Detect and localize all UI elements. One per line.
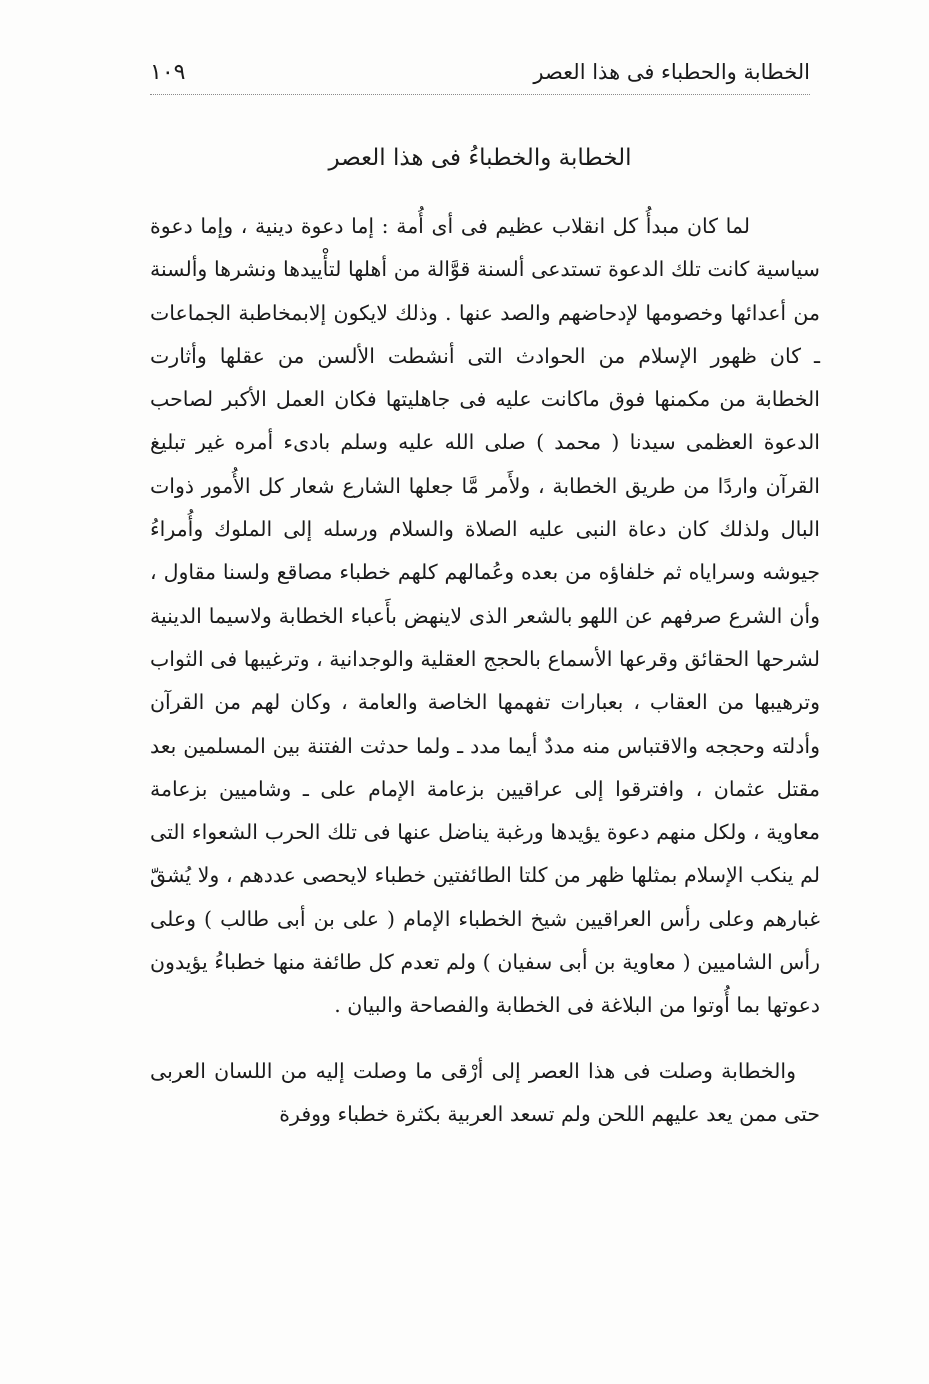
running-header [150,52,810,92]
header-rule [150,94,810,95]
paragraph-1: لما كان مبدأُ كل انقلاب عظيم فى أى أُمة : إما دعوة دينية ، وإما دعوة سياسية كانت تلك الدعوة تستدعى ألسنة قوَّالة من أهلها لتأْييدها ونشرها وألسنة من أعدائها وخصومها لإدحاضهم والصد عنها . وذلك لايكون إلابمخاطبة الجماعات ـ كان ظهور الإسلام من الحوادث التى أنشطت الألسن من عقلها وأثارت الخطابة من مكمنها فوق ماكانت عليه فى جاهليتها فكان العمل الأكبر لصاحب الدعوة العظمى سيدنا ( محمد ) صلى الله عليه وسلم بادىء أمره غير تبليغ القرآن واردًا من طريق الخطابة ، ولأَمر مَّا جعلها الشارع شعار كل الأُمور ذوات البال ولذلك كان دعاة النبى عليه الصلاة والسلام ورسله إلى الملوك وأُمراءُ جيوشه وسراياه ثم خلفاؤه من بعده وعُمالهم كلهم خطباء مصاقع ولسنا مقاول ، وأن الشرع صرفهم عن اللهو بالشعر الذى لاينهض بأَعباء الخطابة ولاسيما الدينية لشرحها الحقائق وقرعها الأسماع بالحجج العقلية والوجدانية ، وترغيبها فى الثواب وترهيبها من العقاب ، بعبارات تفهمها الخاصة والعامة ، وكان لهم من القرآن وأدلته وحججه والاقتباس منه مددٌ أيما مدد ـ ولما حدثت الفتنة بين المسلمين بعد مقتل عثمان ، وافترقوا إلى عراقيين بزعامة الإمام على ـ وشاميين بزعامة معاوية ، ولكل منهم دعوة يؤيدها ورغبة يناضل عنها فى تلك الحرب الشعواء التى لم ينكب الإسلام بمثلها ظهر من كلتا الطائفتين خطباء لايحصى عددهم ، ولا يُشقّ غبارهم وعلى رأس العراقيين شيخ الخطباء الإمام ( على بن أبى طالب ) وعلى رأس الشاميين ( معاوية بن أبى سفيان ) ولم تعدم كل طائفة منها خطباءُ يؤيدون دعوتها بما أُوتوا من البلاغة فى الخطابة والفصاحة والبيان . [150,214,820,1018]
paragraph-2: والخطابة وصلت فى هذا العصر إلى أرْقى ما وصلت إليه من اللسان العربى حتى ممن يعد عليهم اللحن ولم تسعد العربية بكثرة خطباء ووفرة [150,1058,820,1126]
body-text [150,205,820,1136]
running-title: الخطابة والحطباء فى هذا العصر [533,60,810,84]
page-number: ١٠٩ [150,59,186,85]
chapter-heading: الخطابة والخطباءُ فى هذا العصر [328,145,632,171]
